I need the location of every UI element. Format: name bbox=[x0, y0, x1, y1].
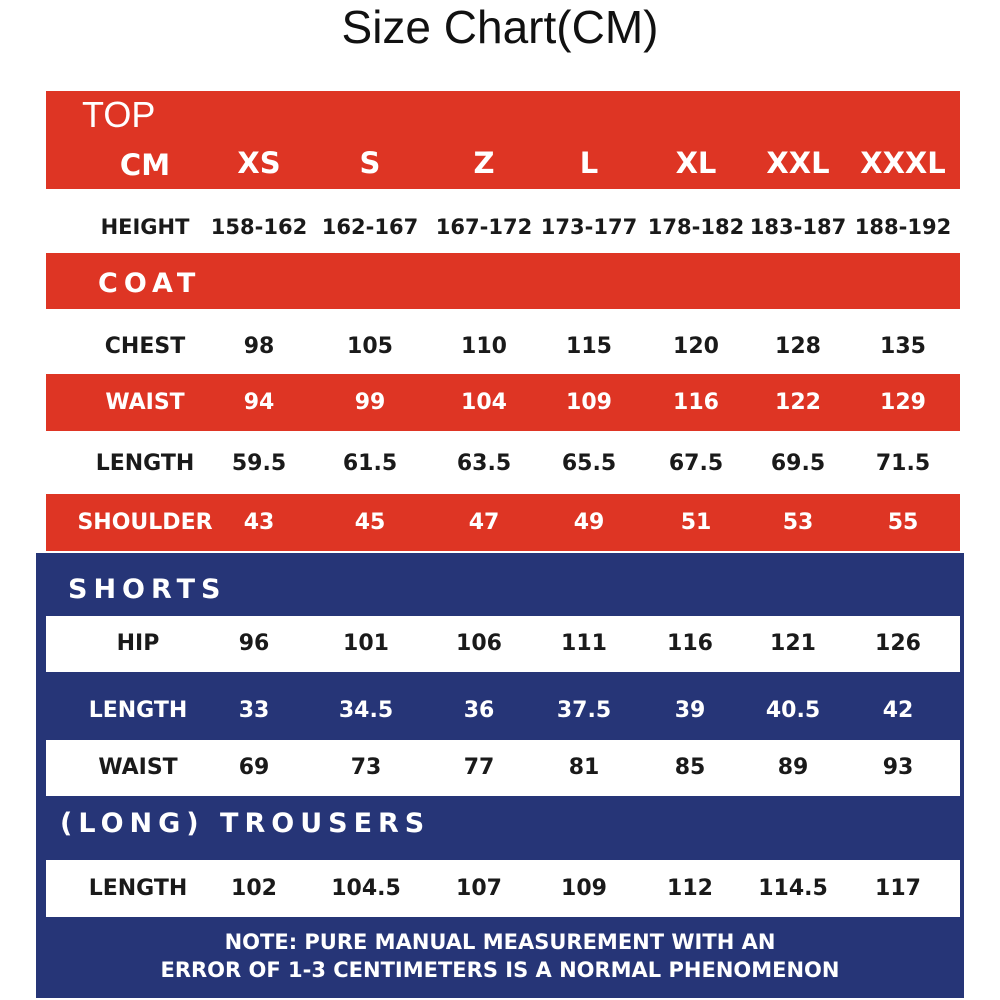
coat-row-cell: 67.5 bbox=[668, 450, 724, 476]
coat-row-cell: 53 bbox=[782, 509, 814, 535]
height-row-cell: 167-172 bbox=[435, 214, 533, 239]
height-row-cell: 188-192 bbox=[854, 214, 952, 239]
coat-row-cell: 61.5 bbox=[342, 450, 398, 476]
coat-row-label: CHEST bbox=[104, 333, 186, 359]
coat-row-cell: 69.5 bbox=[770, 450, 826, 476]
shorts-row-cell: 34.5 bbox=[338, 698, 394, 723]
coat-row-cell: 55 bbox=[887, 509, 919, 535]
coat-row-cell: 45 bbox=[354, 509, 386, 535]
shorts-row-cell: 116 bbox=[667, 631, 713, 656]
shorts-row-cell: 69 bbox=[238, 755, 270, 780]
shorts-section-title: SHORTS bbox=[68, 574, 227, 605]
trousers-row-cell: 107 bbox=[456, 875, 502, 901]
coat-row-cell: 51 bbox=[680, 509, 712, 535]
coat-row-cell: 94 bbox=[243, 389, 275, 415]
coat-row-cell: 105 bbox=[347, 333, 393, 359]
coat-row-cell: 135 bbox=[880, 333, 926, 359]
trousers-row-cell: 109 bbox=[561, 875, 607, 901]
coat-row-cell: 71.5 bbox=[875, 450, 931, 476]
coat-row-cell: 122 bbox=[775, 389, 821, 415]
coat-row-cell: 104 bbox=[461, 389, 507, 415]
page-title: Size Chart(CM) bbox=[341, 1, 659, 53]
shorts-row-cell: 39 bbox=[674, 698, 706, 723]
size-header-cell: Z bbox=[473, 146, 495, 180]
trousers-row-label: LENGTH bbox=[88, 875, 188, 901]
shorts-row-cell: 81 bbox=[568, 755, 600, 780]
height-row-cell: 178-182 bbox=[647, 214, 745, 239]
coat-row-cell: 65.5 bbox=[561, 450, 617, 476]
shorts-row-band bbox=[46, 616, 960, 672]
size-header-cell: XXL bbox=[766, 146, 830, 180]
header-cm-label: CM bbox=[119, 148, 171, 182]
shorts-row-cell: 77 bbox=[463, 755, 495, 780]
coat-section-title: COAT bbox=[98, 268, 202, 299]
shorts-row-label: LENGTH bbox=[88, 698, 188, 723]
coat-row-cell: 109 bbox=[566, 389, 612, 415]
coat-row-cell: 115 bbox=[566, 333, 612, 359]
size-header-cell: L bbox=[579, 146, 599, 180]
coat-row-label: WAIST bbox=[105, 389, 185, 415]
shorts-row-cell: 36 bbox=[463, 698, 495, 723]
height-row-label: HEIGHT bbox=[100, 214, 190, 239]
shorts-row-cell: 93 bbox=[882, 755, 914, 780]
coat-row-cell: 47 bbox=[468, 509, 500, 535]
coat-row-cell: 98 bbox=[243, 333, 275, 359]
height-row-cell: 158-162 bbox=[210, 214, 308, 239]
shorts-row-cell: 85 bbox=[674, 755, 706, 780]
coat-row-cell: 63.5 bbox=[456, 450, 512, 476]
shorts-row-cell: 33 bbox=[238, 698, 270, 723]
shorts-row-cell: 40.5 bbox=[765, 698, 821, 723]
shorts-row-cell: 73 bbox=[350, 755, 382, 780]
size-header-cell: XXXL bbox=[860, 146, 946, 180]
shorts-row-cell: 126 bbox=[875, 631, 921, 656]
coat-row-cell: 110 bbox=[461, 333, 507, 359]
shorts-row-cell: 42 bbox=[882, 698, 914, 723]
coat-row-label: SHOULDER bbox=[77, 509, 213, 535]
coat-row-cell: 116 bbox=[673, 389, 719, 415]
size-header-cell: XS bbox=[237, 146, 281, 180]
size-header-cell: XL bbox=[675, 146, 717, 180]
coat-row-cell: 99 bbox=[354, 389, 386, 415]
coat-row-cell: 49 bbox=[573, 509, 605, 535]
shorts-row-cell: 121 bbox=[770, 631, 816, 656]
trousers-row-cell: 117 bbox=[875, 875, 921, 901]
shorts-row-cell: 96 bbox=[238, 631, 270, 656]
trousers-row-cell: 102 bbox=[231, 875, 277, 901]
shorts-row-cell: 111 bbox=[561, 631, 607, 656]
shorts-row-cell: 37.5 bbox=[556, 698, 612, 723]
coat-row-cell: 59.5 bbox=[231, 450, 287, 476]
shorts-row-cell: 101 bbox=[343, 631, 389, 656]
trousers-row-cell: 112 bbox=[667, 875, 713, 901]
coat-row-label: LENGTH bbox=[95, 450, 195, 476]
coat-row-cell: 128 bbox=[775, 333, 821, 359]
shorts-row-label: HIP bbox=[116, 631, 160, 656]
height-row-cell: 162-167 bbox=[321, 214, 419, 239]
note-line-1: NOTE: PURE MANUAL MEASUREMENT WITH AN bbox=[224, 930, 776, 954]
shorts-row-label: WAIST bbox=[98, 755, 178, 780]
shorts-row-band bbox=[46, 740, 960, 796]
trousers-row-cell: 104.5 bbox=[331, 875, 401, 901]
measurement-note bbox=[36, 928, 964, 984]
trousers-section-title: (LONG) TROUSERS bbox=[60, 808, 431, 839]
shorts-row-cell: 89 bbox=[777, 755, 809, 780]
shorts-row-cell: 106 bbox=[456, 631, 502, 656]
coat-row-cell: 43 bbox=[243, 509, 275, 535]
top-label: TOP bbox=[82, 94, 156, 135]
height-row-cell: 183-187 bbox=[749, 214, 847, 239]
coat-row-cell: 120 bbox=[673, 333, 719, 359]
height-row-cell: 173-177 bbox=[540, 214, 638, 239]
size-header-cell: S bbox=[359, 146, 381, 180]
note-line-2: ERROR OF 1-3 CENTIMETERS IS A NORMAL PHENOMENON bbox=[160, 958, 840, 982]
trousers-row-cell: 114.5 bbox=[758, 875, 828, 901]
coat-row-cell: 129 bbox=[880, 389, 926, 415]
